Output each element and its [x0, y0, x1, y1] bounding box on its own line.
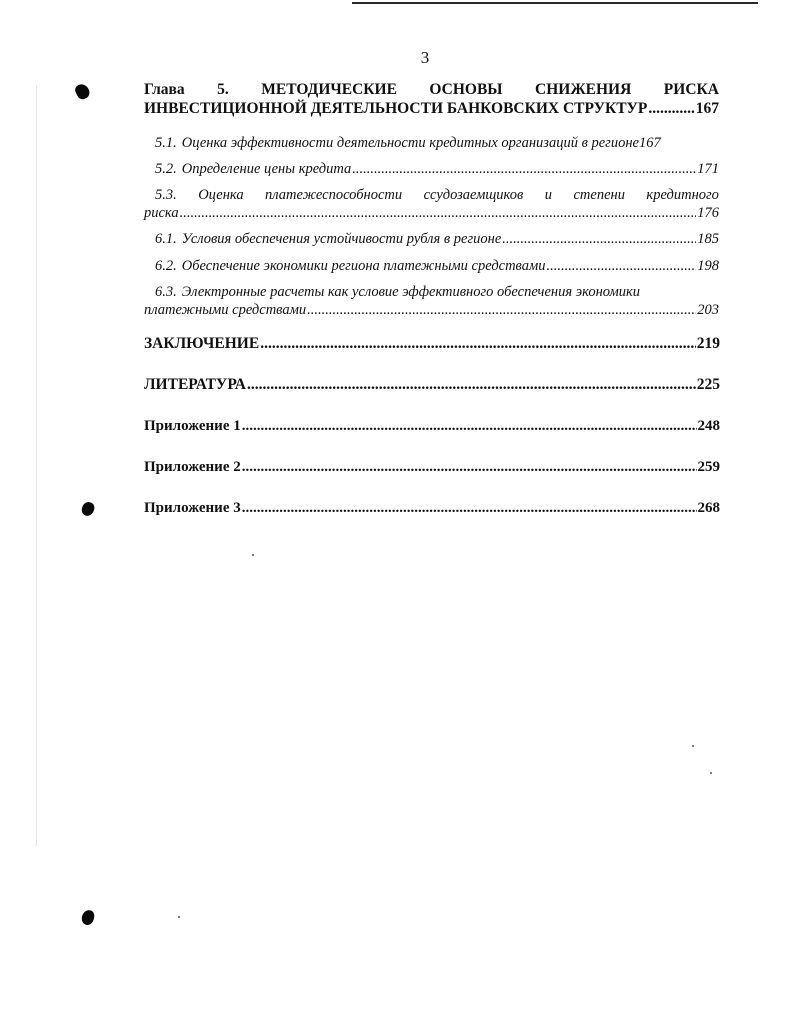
entry-word: платежеспособности: [265, 187, 403, 203]
toc-entry-6-1[interactable]: [155, 230, 719, 248]
entry-title: Электронные расчеты как условие эффективного обеспечения экономики: [181, 284, 641, 300]
scan-speck: [710, 772, 712, 774]
entry-number: 5.1.: [155, 135, 177, 151]
chapter-line-2: [144, 99, 719, 118]
chapter-word: Глава: [144, 81, 185, 98]
entry-word: Оценка: [198, 187, 244, 203]
entry-title: Условия обеспечения устойчивости рубля в регионе: [181, 231, 502, 247]
leader-dots: [260, 335, 696, 353]
toc-entry-6-2[interactable]: [155, 257, 719, 275]
section-title: Приложение 3: [144, 500, 241, 516]
leader-dots: [307, 301, 696, 319]
scan-edge-line: [352, 2, 758, 4]
toc-entry-5-2[interactable]: [155, 160, 719, 178]
entry-page: 176: [697, 205, 719, 221]
toc-section-conclusion[interactable]: [144, 335, 720, 353]
punch-hole-mark: [80, 500, 96, 517]
punch-hole-mark: [80, 909, 95, 927]
entry-word: ссудозаемщиков: [423, 187, 524, 203]
leader-dots: [242, 458, 697, 476]
entry-number: 6.2.: [155, 258, 177, 274]
section-title: ЛИТЕРАТУРА: [144, 376, 246, 393]
entry-page: 185: [697, 231, 719, 247]
toc-section-appendix-2[interactable]: [144, 458, 720, 476]
scan-speck: [252, 554, 254, 556]
entry-word: кредитного: [646, 187, 719, 203]
page-number: 3: [420, 48, 430, 67]
leader-dots: [352, 160, 696, 178]
entry-number: 6.1.: [155, 231, 177, 247]
leader-dots: [180, 204, 697, 222]
section-page: 268: [697, 500, 720, 516]
entry-page: 167: [638, 135, 661, 151]
toc-section-appendix-1[interactable]: [144, 417, 720, 435]
punch-hole-mark: [73, 82, 91, 101]
chapter-word: ОСНОВЫ: [429, 81, 503, 98]
chapter-word: СНИЖЕНИЯ: [535, 81, 632, 98]
section-title: ЗАКЛЮЧЕНИЕ: [144, 335, 260, 352]
leader-dots: [242, 499, 697, 517]
chapter-title: ИНВЕСТИЦИОННОЙ ДЕЯТЕЛЬНОСТИ БАНКОВСКИХ СТРУКТУР: [144, 100, 648, 117]
scan-speck: [692, 745, 694, 747]
leader-dots: [502, 230, 696, 248]
entry-title: Определение цены кредита: [181, 161, 352, 177]
chapter-word: РИСКА: [663, 81, 719, 98]
section-title: Приложение 2: [144, 459, 241, 475]
entry-word: и: [544, 187, 553, 203]
chapter-word: МЕТОДИЧЕСКИЕ: [261, 81, 397, 98]
toc-entry-5-1[interactable]: [155, 134, 719, 152]
entry-title-cont: риска: [144, 205, 179, 221]
entry-title: Обеспечение экономики региона платежными средствами: [181, 258, 546, 274]
toc-entry-5-3[interactable]: [144, 186, 719, 222]
scan-margin-line: [36, 86, 37, 846]
leader-dots: [242, 417, 697, 435]
section-page: 248: [697, 418, 720, 434]
chapter-line-1: [144, 80, 719, 99]
section-page: 225: [696, 376, 720, 393]
toc-section-appendix-3[interactable]: [144, 499, 720, 517]
toc-section-literature[interactable]: [144, 376, 720, 394]
section-title: Приложение 1: [144, 418, 241, 434]
toc-entry-6-3[interactable]: [144, 283, 719, 319]
scan-speck: [178, 916, 180, 918]
entry-page: 198: [697, 258, 719, 274]
leader-dots: [648, 99, 694, 118]
entry-number: 5.2.: [155, 161, 177, 177]
chapter-heading[interactable]: [144, 80, 719, 118]
section-page: 219: [696, 335, 720, 352]
entry-word: степени: [573, 187, 625, 203]
leader-dots: [547, 257, 697, 275]
entry-number: 6.3.: [155, 284, 177, 300]
entry-title: Оценка эффективности деятельности кредитных организаций в регионе: [181, 135, 639, 151]
entry-page: 203: [697, 302, 719, 318]
entry-number: 5.3.: [155, 187, 177, 203]
chapter-page: 167: [695, 100, 719, 117]
entry-title-cont: платежными средствами: [144, 302, 307, 318]
entry-page: 171: [697, 161, 719, 177]
leader-dots: [247, 376, 696, 394]
section-page: 259: [697, 459, 720, 475]
chapter-word: 5.: [217, 81, 229, 98]
